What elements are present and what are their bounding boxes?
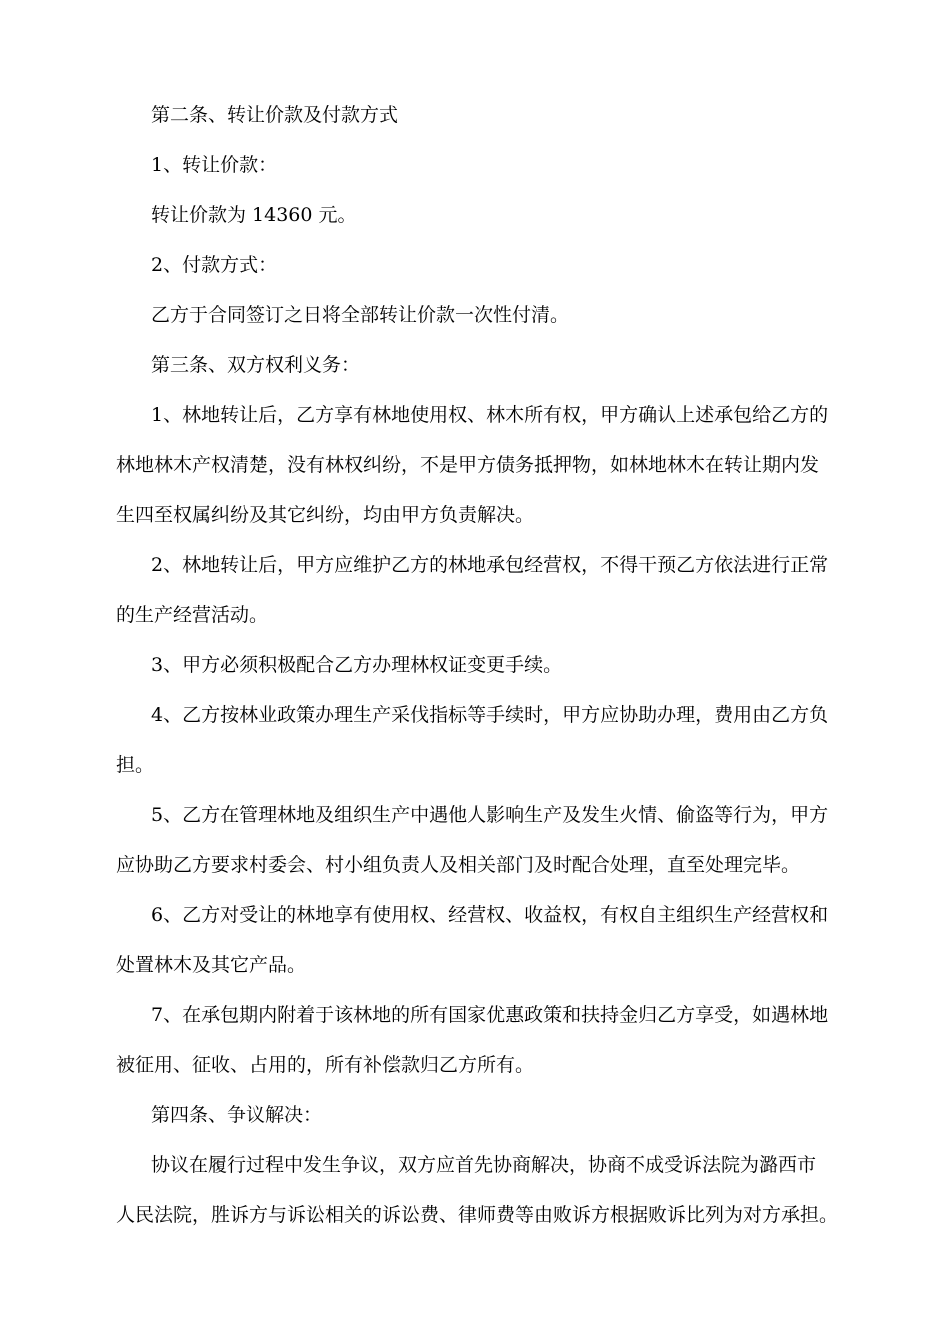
transfer-price-text: 转让价款为 14360 元。 xyxy=(151,204,357,226)
article-3-heading: 第三条、双方权利义务： xyxy=(151,354,361,376)
clause-2-paragraph: 2、林地转让后，甲方应维护乙方的林地承包经营权，不得干预乙方依法进行正常 的生产经营活动。 xyxy=(116,554,829,626)
clause-7-paragraph: 7、在承包期内附着于该林地的所有国家优惠政策和扶持金归乙方享受，如遇林地 被征用、征收、占用的，所有补偿款归乙方所有。 xyxy=(116,1004,829,1076)
payment-method-heading: 2、付款方式： xyxy=(151,254,278,276)
clause-3-paragraph: 3、甲方必须积极配合乙方办理林权证变更手续。 xyxy=(151,654,563,676)
clause-5-paragraph: 5、乙方在管理林地及组织生产中遇他人影响生产及发生火情、偷盗等行为，甲方 应协助乙方要求村委会、村小组负责人及相关部门及时配合处理，直至处理完毕。 xyxy=(116,804,829,876)
dispute-resolution-paragraph: 协议在履行过程中发生争议，双方应首先协商解决，协商不成受诉法院为潞西市 人民法院，胜诉方与诉讼相关的诉讼费、律师费等由败诉方根据败诉比列为对方承担。 xyxy=(116,1154,839,1226)
article-2-heading: 第二条、转让价款及付款方式 xyxy=(151,104,399,126)
article-4-heading: 第四条、争议解决： xyxy=(151,1104,323,1126)
clause-1-paragraph: 1、林地转让后，乙方享有林地使用权、林木所有权，甲方确认上述承包给乙方的 林地林木产权清楚，没有林权纠纷，不是甲方债务抵押物，如林地林木在转让期内发 生四至权属纠纷及其它纠纷，均由甲方负责解决。 xyxy=(116,404,829,526)
transfer-price-heading: 1、转让价款： xyxy=(151,154,278,176)
clause-4-paragraph: 4、乙方按林业政策办理生产采伐指标等手续时，甲方应协助办理，费用由乙方负 担。 xyxy=(116,704,829,776)
clause-6-paragraph: 6、乙方对受让的林地享有使用权、经营权、收益权，有权自主组织生产经营权和 处置林木及其它产品。 xyxy=(116,904,829,976)
payment-method-text: 乙方于合同签订之日将全部转让价款一次性付清。 xyxy=(151,304,570,326)
